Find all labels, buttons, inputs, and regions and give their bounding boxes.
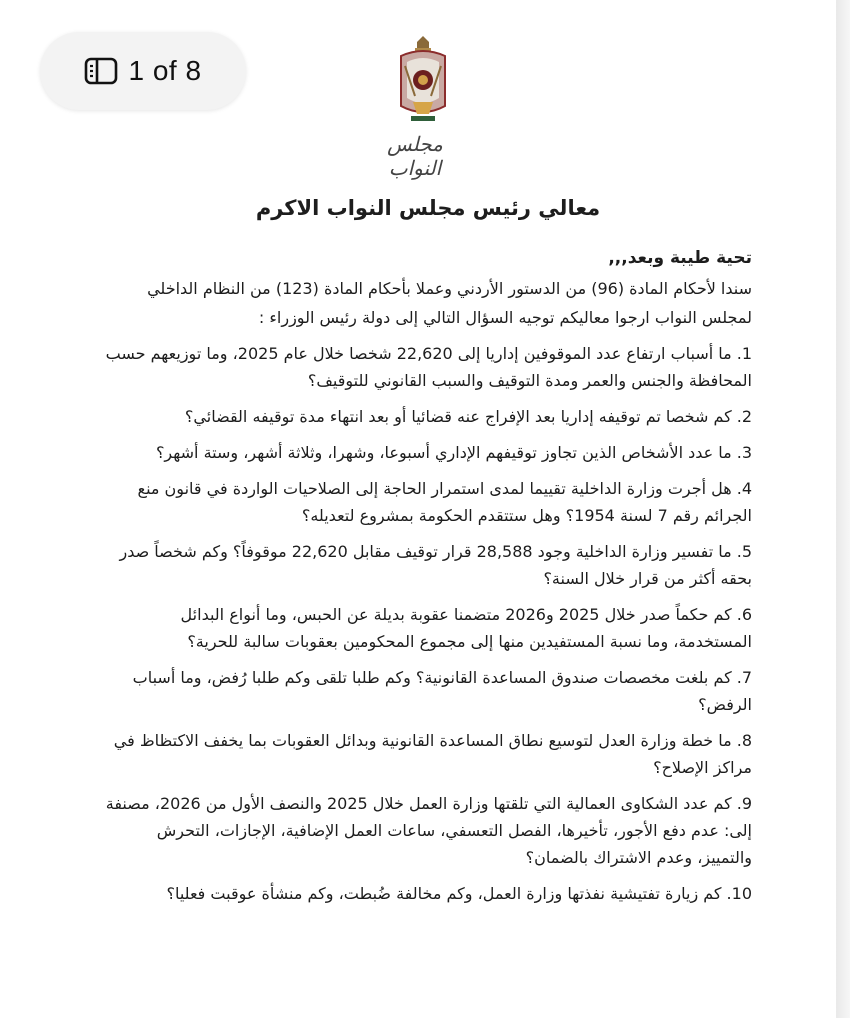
question-item	[104, 340, 752, 394]
question-number: 10.	[726, 884, 752, 903]
sidebar-pages-icon	[84, 57, 118, 85]
question-text: كم بلغت مخصصات صندوق المساعدة القانونية؟ وكم طلبا تلقى وكم طلبا رُفض، وما أسباب الرفض؟	[132, 668, 752, 714]
page-indicator-label: 1 of 8	[128, 55, 202, 86]
question-number: 6.	[736, 605, 752, 624]
question-text: هل أجرت وزارة الداخلية تقييما لمدى استمرار الحاجة إلى الصلاحيات الواردة في قانون منع الجرائم رقم 7 لسنة 1954؟ وهل ستتقدم الحكومة بمشروع لتعديله؟	[137, 479, 752, 525]
question-number: 4.	[736, 479, 752, 498]
intro-line: سندا لأحكام المادة (96) من الدستور الأردني وعملا بأحكام المادة (123) من النظام الداخلي	[147, 279, 752, 298]
question-number: 3.	[736, 443, 752, 462]
question-number: 2.	[736, 407, 752, 426]
question-text: كم زيارة تفتيشية نفذتها وزارة العمل، وكم مخالفة ضُبطت، وكم منشأة عوقبت فعليا؟	[166, 884, 722, 903]
institution-name: مجلس النواب	[387, 132, 443, 180]
intro-line: لمجلس النواب ارجوا معاليكم توجيه السؤال التالي إلى دولة رئيس الوزراء :	[258, 308, 752, 327]
question-number: 5.	[736, 542, 752, 561]
question-text: ما عدد الأشخاص الذين تجاوز توقيفهم الإداري أسبوعا، وشهرا، وثلاثة أشهر، وستة أشهر؟	[155, 443, 732, 462]
question-item	[104, 439, 752, 466]
question-item	[104, 538, 752, 592]
question-text: ما خطة وزارة العدل لتوسيع نطاق المساعدة القانونية وبدائل العقوبات بما يخفف الاكتظاظ في مراكز الإصلاح؟	[113, 731, 752, 777]
question-text: كم حكماً صدر خلال 2025 و2026 متضمنا عقوبة بديلة عن الحبس، وما أنواع البدائل المستخدمة، وما نسبة المستفيدين منها إلى مجموع المحكومين بعقوبات سالبة للحرية؟	[180, 605, 752, 651]
letter-title: معالي رئيس مجلس النواب الاكرم	[255, 196, 601, 220]
question-item	[104, 790, 752, 871]
question-text: ما أسباب ارتفاع عدد الموقوفين إداريا إلى 22,620 شخصا خلال عام 2025، وما توزيعهم حسب المحافظة والجنس والعمر ومدة التوقيف والسبب القانوني للتوقيف؟	[105, 344, 752, 390]
question-text: كم عدد الشكاوى العمالية التي تلقتها وزارة العمل خلال 2025 والنصف الأول من 2026، مصنفة إلى: عدم دفع الأجور، تأخيرها، الفصل التعسفي، ساعات العمل الإضافية، الإجازات، التحرش والتمييز، وعدم الاشتراك بالضمان؟	[105, 794, 752, 867]
question-text: كم شخصا تم توقيفه إداريا بعد الإفراج عنه قضائيا أو بعد انتهاء مدة توقيفه القضائي؟	[184, 407, 732, 426]
question-item	[104, 880, 752, 907]
greeting: تحية طيبة وبعد,,,	[608, 248, 752, 268]
question-item	[104, 475, 752, 529]
question-number: 8.	[736, 731, 752, 750]
question-number: 1.	[736, 344, 752, 363]
letter-body	[104, 196, 752, 916]
intro-paragraph	[104, 274, 752, 332]
coat-of-arms-icon	[395, 36, 451, 126]
question-number: 7.	[736, 668, 752, 687]
question-item	[104, 601, 752, 655]
page-edge	[836, 0, 850, 1018]
question-item	[104, 403, 752, 430]
page-indicator-button[interactable]	[40, 32, 246, 110]
question-item	[104, 664, 752, 718]
question-text: ما تفسير وزارة الداخلية وجود 28,588 قرار توقيف مقابل 22,620 موقوفاً؟ وكم شخصاً صدر بحقه أكثر من قرار خلال السنة؟	[119, 542, 752, 588]
question-item	[104, 727, 752, 781]
question-number: 9.	[736, 794, 752, 813]
